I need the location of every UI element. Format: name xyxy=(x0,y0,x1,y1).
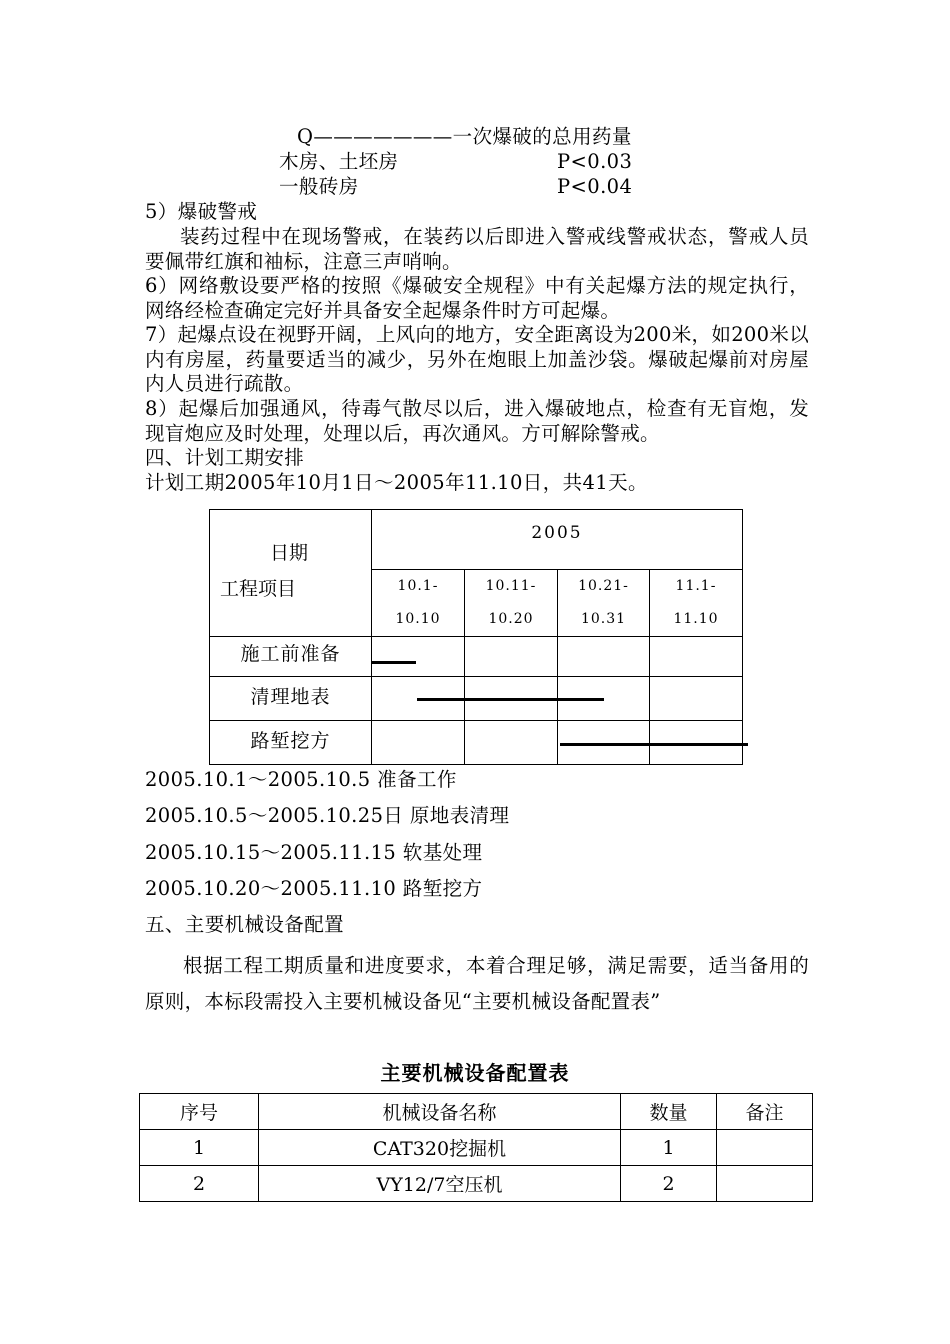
equip-cell-no: 1 xyxy=(140,1130,259,1166)
schedule-line-1: 2005.10.1～2005.10.5 准备工作 xyxy=(145,768,457,791)
table-row xyxy=(140,1166,813,1202)
equip-cell-name: CAT320挖掘机 xyxy=(259,1130,621,1166)
house-type-wood: 木房、土坯房 xyxy=(279,150,399,173)
equip-header-qty: 数量 xyxy=(621,1094,717,1130)
formula-note: Q———————一次爆破的总用药量 xyxy=(297,125,632,148)
item5-heading: 5）爆破警戒 xyxy=(145,200,258,223)
gantt-bar-clear xyxy=(417,698,604,701)
equip-cell-note xyxy=(717,1130,813,1166)
gantt-header-date: 日期 xyxy=(270,542,309,564)
equip-cell-qty: 1 xyxy=(621,1130,717,1166)
schedule-line-3: 2005.10.15～2005.11.15 软基处理 xyxy=(145,841,483,864)
gantt-task-prep: 施工前准备 xyxy=(210,637,372,677)
equip-cell-no: 2 xyxy=(140,1166,259,1202)
item6-text: 6）网络敷设要严格的按照《爆破安全规程》中有关起爆方法的规定执行，网络经检查确定完好并具备安全起爆条件时方可起爆。 xyxy=(145,274,809,322)
gantt-period-1: 10.1- 10.10 xyxy=(372,570,465,637)
equipment-table-title: 主要机械设备配置表 xyxy=(380,1061,570,1085)
table-row xyxy=(140,1130,813,1166)
gantt-bar-cut xyxy=(560,743,747,746)
equip-cell-note xyxy=(717,1166,813,1202)
schedule-line-4: 2005.10.20～2005.11.10 路堑挖方 xyxy=(145,877,483,900)
schedule-line-2: 2005.10.5～2005.10.25日 原地表清理 xyxy=(145,804,510,827)
section4-heading: 四、计划工期安排 xyxy=(145,446,305,469)
gantt-header-cell xyxy=(210,510,372,637)
house-type-brick: 一般砖房 xyxy=(279,175,359,198)
equip-header-no: 序号 xyxy=(140,1094,259,1130)
equip-header-note: 备注 xyxy=(717,1094,813,1130)
gantt-period-4: 11.1- 11.10 xyxy=(650,570,743,637)
equip-cell-name: VY12/7空压机 xyxy=(259,1166,621,1202)
equip-header-name: 机械设备名称 xyxy=(259,1094,621,1130)
house-value-brick: P<0.04 xyxy=(557,175,633,198)
gantt-bar-prep xyxy=(372,661,416,664)
gantt-table xyxy=(209,509,743,765)
schedule-summary: 计划工期2005年10月1日～2005年11.10日，共41天。 xyxy=(145,471,648,494)
section5-text: 根据工程工期质量和进度要求，本着合理足够，满足需要，适当备用的原则，本标段需投入主要机械设备见“主要机械设备配置表” xyxy=(145,954,809,1013)
item5-text: 装药过程中在现场警戒，在装药以后即进入警戒线警戒状态，警戒人员要佩带红旗和袖标，注意三声哨响。 xyxy=(145,225,809,273)
gantt-task-clear: 清理地表 xyxy=(210,677,372,721)
item8-text: 8）起爆后加强通风，待毒气散尽以后，进入爆破地点，检查有无盲炮，发现盲炮应及时处理，处理以后，再次通风。方可解除警戒。 xyxy=(145,397,809,445)
equip-cell-qty: 2 xyxy=(621,1166,717,1202)
gantt-period-2: 10.11- 10.20 xyxy=(465,570,558,637)
equipment-table xyxy=(139,1093,813,1202)
house-value-wood: P<0.03 xyxy=(557,150,633,173)
item7-text: 7）起爆点设在视野开阔，上风向的地方，安全距离设为200米，如200米以内有房屋，药量要适当的减少，另外在炮眼上加盖沙袋。爆破起爆前对房屋内人员进行疏散。 xyxy=(145,323,809,395)
section5-heading: 五、主要机械设备配置 xyxy=(145,913,345,936)
gantt-year: 2005 xyxy=(372,510,743,570)
gantt-header-item: 工程项目 xyxy=(220,578,297,600)
gantt-task-cut: 路堑挖方 xyxy=(210,721,372,765)
gantt-period-3: 10.21- 10.31 xyxy=(558,570,650,637)
